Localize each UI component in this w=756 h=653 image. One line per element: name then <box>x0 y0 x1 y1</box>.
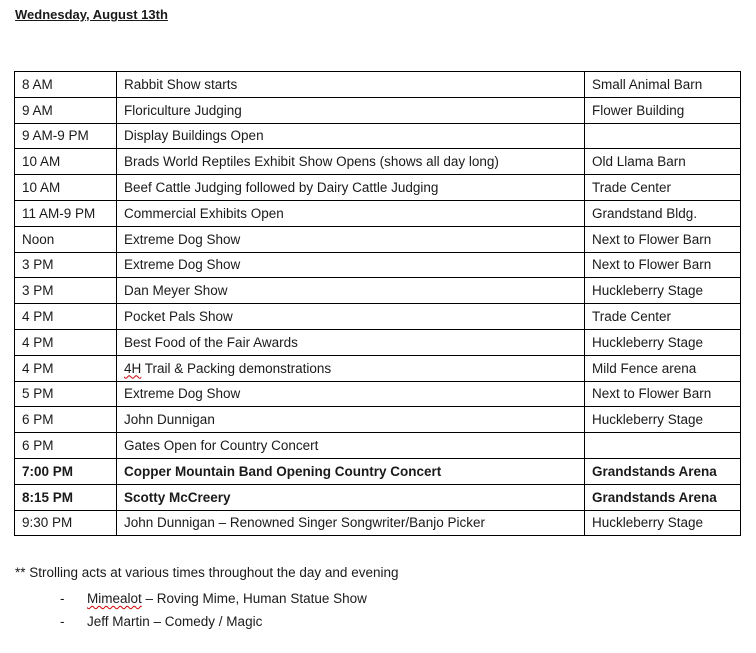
schedule-row <box>15 510 741 536</box>
schedule-row <box>15 226 741 252</box>
schedule-time: 8 AM <box>15 72 117 98</box>
schedule-event: Commercial Exhibits Open <box>117 200 585 226</box>
act-name: Mimealot <box>87 591 142 606</box>
schedule-location: Flower Building <box>585 97 741 123</box>
schedule-event: Extreme Dog Show <box>117 226 585 252</box>
schedule-row <box>15 484 741 510</box>
dash-bullet-icon: - <box>60 591 65 606</box>
schedule-row <box>15 304 741 330</box>
act-description: – Comedy / Magic <box>149 614 263 629</box>
schedule-event: Extreme Dog Show <box>117 252 585 278</box>
schedule-time: 3 PM <box>15 252 117 278</box>
schedule-location: Grandstand Bldg. <box>585 200 741 226</box>
schedule-location: Next to Flower Barn <box>585 252 741 278</box>
strolling-acts-list <box>60 589 367 635</box>
schedule-event: Rabbit Show starts <box>117 72 585 98</box>
schedule-location: Next to Flower Barn <box>585 381 741 407</box>
schedule-event: Scotty McCreery <box>117 484 585 510</box>
schedule-event: Brads World Reptiles Exhibit Show Opens (shows all day long) <box>117 149 585 175</box>
schedule-row <box>15 381 741 407</box>
schedule-time: 7:00 PM <box>15 458 117 484</box>
schedule-location: Small Animal Barn <box>585 72 741 98</box>
schedule-event: 4H Trail & Packing demonstrations <box>117 355 585 381</box>
schedule-location: Huckleberry Stage <box>585 407 741 433</box>
schedule-row <box>15 458 741 484</box>
schedule-row <box>15 278 741 304</box>
schedule-time: 5 PM <box>15 381 117 407</box>
schedule-location: Huckleberry Stage <box>585 278 741 304</box>
schedule-time: 4 PM <box>15 304 117 330</box>
schedule-row <box>15 200 741 226</box>
schedule-row <box>15 149 741 175</box>
schedule-event: Extreme Dog Show <box>117 381 585 407</box>
schedule-row <box>15 433 741 459</box>
schedule-time: 10 AM <box>15 149 117 175</box>
strolling-act-item <box>60 589 367 612</box>
schedule-location: Trade Center <box>585 304 741 330</box>
schedule-row <box>15 123 741 149</box>
schedule-location <box>585 433 741 459</box>
schedule-time: 6 PM <box>15 407 117 433</box>
schedule-location <box>585 123 741 149</box>
schedule-time: Noon <box>15 226 117 252</box>
schedule-time: 8:15 PM <box>15 484 117 510</box>
schedule-time: 4 PM <box>15 329 117 355</box>
schedule-table <box>14 71 741 536</box>
schedule-row <box>15 72 741 98</box>
schedule-event: John Dunnigan – Renowned Singer Songwriter/Banjo Picker <box>117 510 585 536</box>
act-description: – Roving Mime, Human Statue Show <box>141 591 367 606</box>
schedule-event: Pocket Pals Show <box>117 304 585 330</box>
schedule-event: Display Buildings Open <box>117 123 585 149</box>
strolling-act-item <box>60 612 367 635</box>
schedule-event: Gates Open for Country Concert <box>117 433 585 459</box>
schedule-time: 4 PM <box>15 355 117 381</box>
schedule-time: 11 AM-9 PM <box>15 200 117 226</box>
schedule-location: Grandstands Arena <box>585 458 741 484</box>
page-title: Wednesday, August 13th <box>15 7 168 22</box>
schedule-event: Copper Mountain Band Opening Country Concert <box>117 458 585 484</box>
schedule-row <box>15 355 741 381</box>
schedule-time: 9 AM-9 PM <box>15 123 117 149</box>
schedule-event: Best Food of the Fair Awards <box>117 329 585 355</box>
schedule-location: Grandstands Arena <box>585 484 741 510</box>
schedule-event: John Dunnigan <box>117 407 585 433</box>
schedule-row <box>15 97 741 123</box>
schedule-time: 9 AM <box>15 97 117 123</box>
schedule-row <box>15 175 741 201</box>
schedule-time: 6 PM <box>15 433 117 459</box>
act-name: Jeff Martin <box>87 614 150 629</box>
schedule-row <box>15 252 741 278</box>
schedule-event: Dan Meyer Show <box>117 278 585 304</box>
schedule-event: Floriculture Judging <box>117 97 585 123</box>
spellcheck-word: 4H <box>124 360 142 376</box>
schedule-location: Next to Flower Barn <box>585 226 741 252</box>
schedule-body <box>15 72 741 536</box>
strolling-acts-note: ** Strolling acts at various times throughout the day and evening <box>15 565 399 580</box>
dash-bullet-icon: - <box>60 614 65 629</box>
schedule-event: Beef Cattle Judging followed by Dairy Cattle Judging <box>117 175 585 201</box>
schedule-row <box>15 407 741 433</box>
schedule-location: Trade Center <box>585 175 741 201</box>
schedule-location: Mild Fence arena <box>585 355 741 381</box>
schedule-time: 9:30 PM <box>15 510 117 536</box>
schedule-row <box>15 329 741 355</box>
schedule-location: Huckleberry Stage <box>585 510 741 536</box>
schedule-location: Huckleberry Stage <box>585 329 741 355</box>
schedule-time: 3 PM <box>15 278 117 304</box>
schedule-location: Old Llama Barn <box>585 149 741 175</box>
schedule-time: 10 AM <box>15 175 117 201</box>
